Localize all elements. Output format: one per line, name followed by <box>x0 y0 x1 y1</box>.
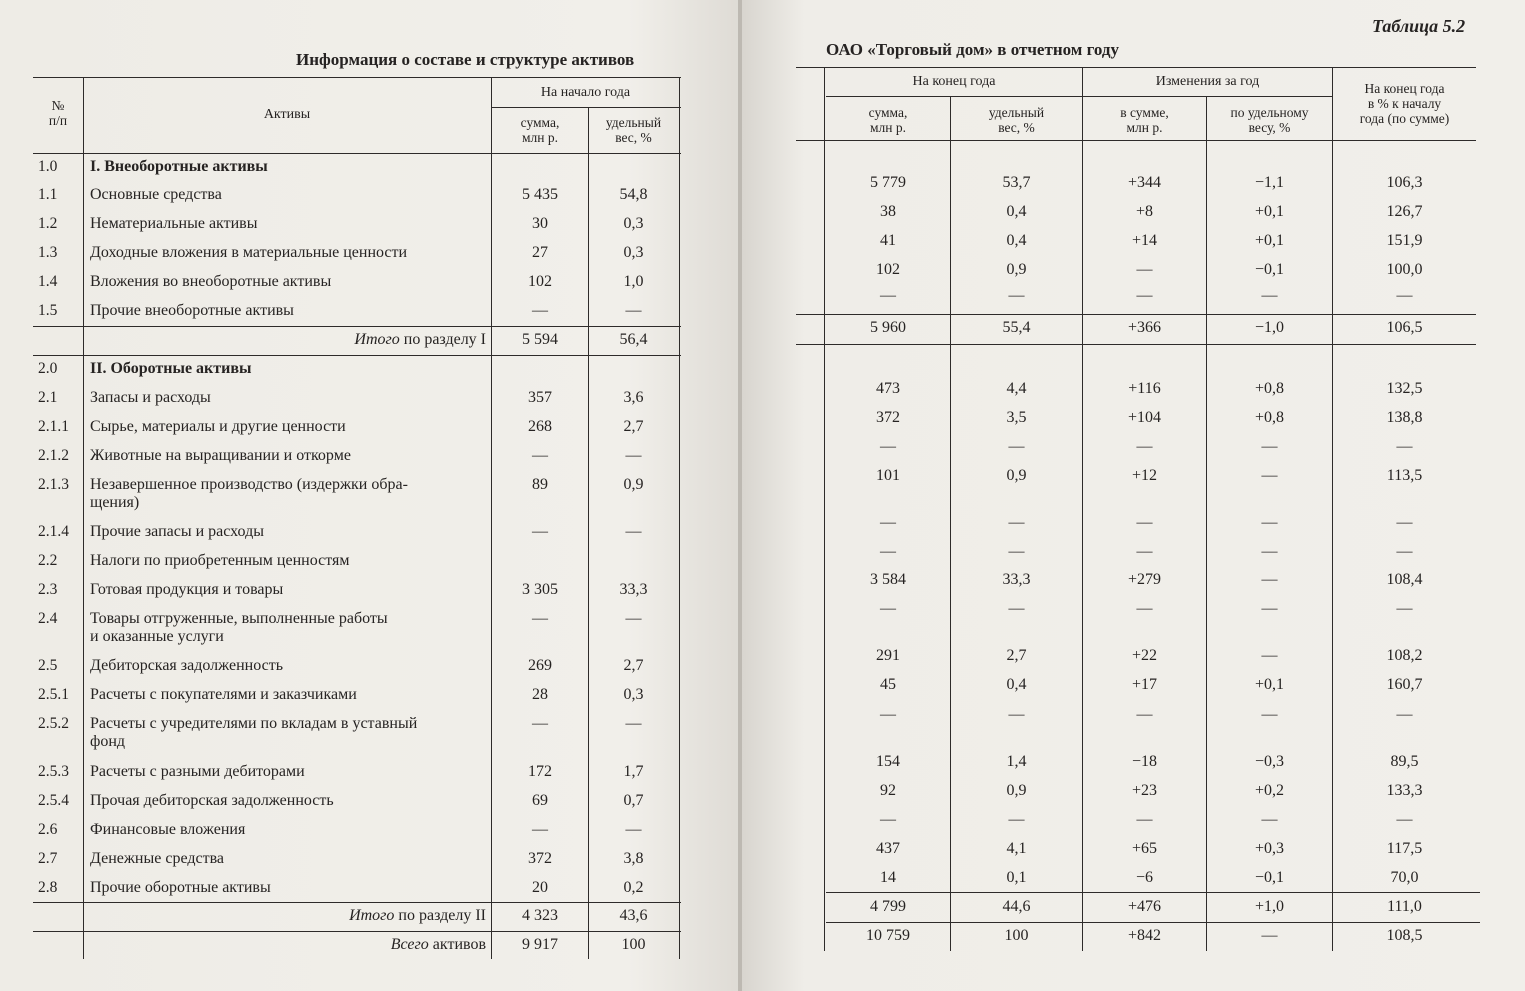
section-heading: II. Оборотные активы <box>90 360 252 377</box>
cell-ch-share: — <box>1261 571 1278 588</box>
cell-pct: 89,5 <box>1390 753 1419 770</box>
cell-ch-share: +0,1 <box>1254 676 1285 693</box>
cell-pct: 108,5 <box>1386 927 1423 944</box>
vrule-start-share <box>679 77 680 959</box>
cell-ch-sum: +14 <box>1131 232 1158 249</box>
cell-ch-sum: +22 <box>1131 647 1158 664</box>
row-num: 2.1.1 <box>38 418 69 435</box>
cell-ch-sum: — <box>1136 811 1153 828</box>
cell-start-sum: 5 594 <box>522 331 558 348</box>
cell-end-share: 0,9 <box>1006 467 1027 484</box>
cell-start-share: 43,6 <box>619 907 648 924</box>
rule-total2-top-left <box>33 902 681 903</box>
cell-end-share: — <box>1008 543 1025 560</box>
asset-name: Дебиторская задолженность <box>90 657 283 674</box>
cell-start-sum: — <box>532 447 548 464</box>
cell-pct: 117,5 <box>1386 840 1423 857</box>
total-label-main: Итого <box>354 331 400 348</box>
row-num: 2.5.1 <box>38 686 69 703</box>
asset-name: Товары отгруженные, выполненные работы и оказанные услуги <box>90 610 388 645</box>
asset-name: Прочие оборотные активы <box>90 879 271 896</box>
cell-ch-sum: — <box>1136 706 1153 723</box>
cell-ch-sum: −18 <box>1131 753 1158 770</box>
cell-start-sum: 269 <box>528 657 552 674</box>
cell-end-share: — <box>1008 438 1025 455</box>
cell-ch-share: — <box>1261 647 1278 664</box>
cell-ch-sum: +23 <box>1131 782 1158 799</box>
asset-name: Финансовые вложения <box>90 821 246 838</box>
cell-start-share: 56,4 <box>619 331 648 348</box>
row-num: 2.5.3 <box>38 763 69 780</box>
cell-end-share: — <box>1008 600 1025 617</box>
header-start-group: На начало года <box>540 85 631 100</box>
cell-start-share: — <box>625 715 642 732</box>
cell-start-share: — <box>625 821 642 838</box>
cell-start-share: 2,7 <box>623 418 644 435</box>
asset-name: Нематериальные активы <box>90 215 258 232</box>
row-num: 1.1 <box>38 186 58 203</box>
cell-end-share: — <box>1008 514 1025 531</box>
cell-ch-sum: — <box>1136 514 1153 531</box>
header-end-sum: сумма, млн р. <box>868 105 908 135</box>
rule-subhead-left <box>492 107 681 108</box>
cell-pct: 106,3 <box>1386 174 1423 191</box>
cell-ch-share: −0,1 <box>1254 261 1285 278</box>
cell-pct: 126,7 <box>1386 203 1423 220</box>
cell-end-sum: — <box>880 706 896 723</box>
cell-end-share: 55,4 <box>1002 319 1031 336</box>
vrule-num <box>83 77 84 959</box>
cell-start-sum: 9 917 <box>522 936 558 953</box>
cell-ch-share: — <box>1261 514 1278 531</box>
header-change-share: по удельному весу, % <box>1230 105 1309 135</box>
cell-end-sum: 5 779 <box>870 174 906 191</box>
cell-end-sum: 10 759 <box>866 927 910 944</box>
cell-end-sum: — <box>880 543 896 560</box>
cell-ch-sum: +8 <box>1135 203 1154 220</box>
cell-end-share: — <box>1008 811 1025 828</box>
total-label <box>200 936 486 954</box>
row-num: 2.3 <box>38 581 58 598</box>
cell-start-sum: — <box>532 821 548 838</box>
asset-name: Прочие внеоборотные активы <box>90 302 294 319</box>
cell-end-sum: 101 <box>876 467 900 484</box>
cell-start-sum: 27 <box>532 244 548 261</box>
header-num: № п/п <box>48 98 68 128</box>
cell-pct: 132,5 <box>1386 380 1423 397</box>
cell-end-share: 0,4 <box>1006 203 1027 220</box>
cell-ch-sum: +279 <box>1127 571 1162 588</box>
cell-start-share: — <box>625 523 642 540</box>
cell-ch-share: — <box>1261 706 1278 723</box>
cell-end-share: 1,4 <box>1006 753 1027 770</box>
cell-ch-share: +0,2 <box>1254 782 1285 799</box>
rule-total2-bottom-right <box>826 922 1480 923</box>
cell-end-sum: — <box>880 438 896 455</box>
cell-pct: — <box>1396 514 1413 531</box>
total-label-main: Всего <box>390 936 429 953</box>
cell-start-share: 0,2 <box>623 879 644 896</box>
cell-ch-sum: +842 <box>1127 927 1162 944</box>
asset-name: Расчеты с разными дебиторами <box>90 763 305 780</box>
header-start-sum: сумма, млн р. <box>520 115 560 145</box>
row-num: 2.2 <box>38 552 58 569</box>
row-num: 2.8 <box>38 879 58 896</box>
cell-start-share: 0,7 <box>623 792 644 809</box>
cell-end-sum: — <box>880 287 896 304</box>
cell-pct: — <box>1396 600 1413 617</box>
row-num: 1.2 <box>38 215 58 232</box>
rule-head-bottom-right <box>796 140 1476 141</box>
total-label-suffix: по разделу I <box>399 331 486 348</box>
cell-ch-sum: — <box>1136 261 1153 278</box>
cell-start-share: 0,3 <box>623 215 644 232</box>
cell-ch-sum: +366 <box>1127 319 1162 336</box>
asset-name: Незавершенное производство (издержки обра- щения) <box>90 476 408 511</box>
cell-pct: — <box>1396 706 1413 723</box>
cell-ch-share: — <box>1261 467 1278 484</box>
cell-ch-share: +0,8 <box>1254 409 1285 426</box>
cell-ch-sum: +116 <box>1128 380 1161 397</box>
cell-start-share: 0,3 <box>623 686 644 703</box>
cell-start-share: 3,6 <box>623 389 644 406</box>
cell-end-share: 100 <box>1004 927 1029 944</box>
cell-end-share: 0,9 <box>1006 261 1027 278</box>
asset-name: Прочие запасы и расходы <box>90 523 264 540</box>
rule-total2-bottom-left <box>33 931 681 932</box>
cell-end-share: 0,1 <box>1006 869 1027 886</box>
cell-start-share: — <box>625 610 642 627</box>
rule-total1-bottom-left <box>33 355 681 356</box>
cell-start-sum: — <box>532 302 548 319</box>
cell-start-sum: 30 <box>532 215 548 232</box>
cell-pct: 106,5 <box>1386 319 1423 336</box>
row-num: 1.5 <box>38 302 58 319</box>
cell-end-sum: 4 799 <box>870 898 906 915</box>
asset-name: Основные средства <box>90 186 222 203</box>
header-start-share: удельный вес, % <box>605 115 662 145</box>
section-heading: I. Внеоборотные активы <box>90 158 268 175</box>
cell-ch-sum: −6 <box>1135 869 1154 886</box>
cell-end-share: — <box>1008 706 1025 723</box>
row-num: 2.7 <box>38 850 58 867</box>
cell-end-sum: 14 <box>880 869 896 886</box>
asset-name: Расчеты с учредителями по вкладам в уставный фонд <box>90 715 418 750</box>
row-num: 1.3 <box>38 244 58 261</box>
cell-ch-sum: +344 <box>1127 174 1162 191</box>
cell-end-sum: — <box>880 514 896 531</box>
cell-start-sum: 5 435 <box>522 186 558 203</box>
cell-pct: 151,9 <box>1386 232 1423 249</box>
cell-start-sum: 3 305 <box>522 581 558 598</box>
rule-subhead-right <box>826 96 1332 97</box>
cell-start-sum: 89 <box>532 476 548 493</box>
cell-ch-share: +0,1 <box>1254 203 1285 220</box>
asset-name: Запасы и расходы <box>90 389 211 406</box>
cell-start-sum: 172 <box>528 763 552 780</box>
cell-pct: 108,2 <box>1386 647 1423 664</box>
cell-end-share: 3,5 <box>1006 409 1027 426</box>
cell-ch-share: — <box>1261 927 1278 944</box>
title-right: ОАО «Торговый дом» в отчетном году <box>826 40 1120 59</box>
asset-name: Готовая продукция и товары <box>90 581 284 598</box>
cell-start-sum: 4 323 <box>522 907 558 924</box>
cell-start-share: 3,8 <box>623 850 644 867</box>
cell-ch-share: — <box>1261 438 1278 455</box>
cell-end-share: 2,7 <box>1006 647 1027 664</box>
cell-ch-sum: — <box>1136 438 1153 455</box>
cell-end-share: 44,6 <box>1002 898 1031 915</box>
row-num: 2.1.2 <box>38 447 69 464</box>
row-num: 2.5.4 <box>38 792 69 809</box>
cell-pct: 160,7 <box>1386 676 1423 693</box>
cell-pct: 113,5 <box>1386 467 1423 484</box>
total-label-main: Итого <box>349 907 395 924</box>
cell-start-share: 1,7 <box>623 763 644 780</box>
cell-start-sum: — <box>532 523 548 540</box>
cell-pct: — <box>1396 438 1413 455</box>
cell-end-share: 33,3 <box>1002 571 1031 588</box>
cell-end-sum: 3 584 <box>870 571 906 588</box>
asset-name: Расчеты с покупателями и заказчиками <box>90 686 357 703</box>
cell-end-share: 4,4 <box>1006 380 1027 397</box>
row-num: 2.4 <box>38 610 58 627</box>
table-caption: Таблица 5.2 <box>1372 16 1466 36</box>
cell-start-sum: 69 <box>532 792 548 809</box>
total-label <box>200 907 486 925</box>
cell-pct: 138,8 <box>1386 409 1423 426</box>
cell-pct: 100,0 <box>1386 261 1423 278</box>
cell-end-sum: 41 <box>880 232 896 249</box>
cell-start-share: — <box>625 447 642 464</box>
total-label-suffix: по разделу II <box>394 907 486 924</box>
header-change-sum: в сумме, млн р. <box>1120 105 1169 135</box>
cell-end-sum: 291 <box>876 647 900 664</box>
row-num: 2.6 <box>38 821 58 838</box>
cell-start-sum: 268 <box>528 418 552 435</box>
cell-start-sum: — <box>532 715 548 732</box>
cell-ch-sum: — <box>1136 600 1153 617</box>
cell-end-share: 0,4 <box>1006 232 1027 249</box>
cell-ch-share: +0,8 <box>1254 380 1285 397</box>
cell-ch-share: +0,1 <box>1254 232 1285 249</box>
cell-end-sum: 372 <box>876 409 900 426</box>
row-num: 2.5 <box>38 657 58 674</box>
cell-end-sum: 154 <box>876 753 900 770</box>
cell-pct: — <box>1396 811 1413 828</box>
cell-pct: 111,0 <box>1387 898 1422 915</box>
cell-start-share: 54,8 <box>619 186 648 203</box>
header-end-group: На конец года <box>912 74 996 89</box>
row-num: 1.0 <box>38 158 58 175</box>
cell-end-sum: 45 <box>880 676 896 693</box>
rule-top-left <box>33 77 681 78</box>
cell-start-sum: 357 <box>528 389 552 406</box>
cell-ch-sum: +65 <box>1131 840 1158 857</box>
cell-start-share: 0,3 <box>623 244 644 261</box>
cell-end-sum: 38 <box>880 203 896 220</box>
rule-total1-bottom-right <box>796 344 1476 345</box>
cell-ch-sum: +476 <box>1127 898 1162 915</box>
cell-start-sum: 28 <box>532 686 548 703</box>
row-num: 2.0 <box>38 360 58 377</box>
cell-ch-sum: +12 <box>1131 467 1158 484</box>
cell-ch-share: — <box>1261 811 1278 828</box>
cell-end-sum: — <box>880 811 896 828</box>
header-pct: На конец года в % к началу года (по сумме) <box>1359 81 1450 126</box>
cell-ch-share: −1,0 <box>1254 319 1285 336</box>
cell-ch-sum: — <box>1136 543 1153 560</box>
rule-total1-top-left <box>33 326 681 327</box>
cell-end-sum: — <box>880 600 896 617</box>
cell-pct: 133,3 <box>1386 782 1423 799</box>
cell-pct: 70,0 <box>1390 869 1419 886</box>
cell-end-share: 4,1 <box>1006 840 1027 857</box>
asset-name: Животные на выращивании и откорме <box>90 447 351 464</box>
cell-ch-share: — <box>1261 543 1278 560</box>
asset-name: Денежные средства <box>90 850 225 867</box>
cell-ch-share: −0,3 <box>1254 753 1285 770</box>
asset-name: Доходные вложения в материальные ценности <box>90 244 408 261</box>
vrule-right-edge <box>824 67 825 951</box>
cell-start-share: 100 <box>621 936 646 953</box>
cell-end-share: 0,9 <box>1006 782 1027 799</box>
cell-pct: — <box>1396 543 1413 560</box>
cell-pct: — <box>1396 287 1413 304</box>
cell-end-sum: 92 <box>880 782 896 799</box>
cell-ch-share: +0,3 <box>1254 840 1285 857</box>
cell-start-share: 33,3 <box>619 581 648 598</box>
total-label-suffix: активов <box>428 936 486 953</box>
cell-ch-share: −1,1 <box>1254 174 1285 191</box>
row-num: 2.1.3 <box>38 476 69 493</box>
rule-head-bottom-left <box>33 153 681 154</box>
rule-total2-top-right <box>826 892 1480 893</box>
cell-pct: 108,4 <box>1386 571 1423 588</box>
cell-end-share: 53,7 <box>1002 174 1031 191</box>
header-assets: Активы <box>263 107 311 122</box>
cell-ch-sum: +104 <box>1127 409 1162 426</box>
cell-end-sum: 5 960 <box>870 319 906 336</box>
header-end-share: удельный вес, % <box>988 105 1045 135</box>
cell-start-share: 1,0 <box>623 273 644 290</box>
cell-end-share: 0,4 <box>1006 676 1027 693</box>
cell-ch-share: — <box>1261 600 1278 617</box>
cell-ch-share: −0,1 <box>1254 869 1285 886</box>
cell-ch-share: +1,0 <box>1254 898 1285 915</box>
asset-name: Налоги по приобретенным ценностям <box>90 552 350 569</box>
row-num: 2.1.4 <box>38 523 69 540</box>
total-label <box>200 331 486 349</box>
cell-start-share: 0,9 <box>623 476 644 493</box>
cell-ch-share: — <box>1261 287 1278 304</box>
cell-end-sum: 437 <box>876 840 900 857</box>
cell-end-share: — <box>1008 287 1025 304</box>
cell-ch-sum: +17 <box>1131 676 1158 693</box>
cell-start-sum: 102 <box>528 273 552 290</box>
cell-start-sum: 372 <box>528 850 552 867</box>
header-change-group: Изменения за год <box>1155 74 1260 89</box>
asset-name: Сырье, материалы и другие ценности <box>90 418 346 435</box>
cell-start-sum: 20 <box>532 879 548 896</box>
row-num: 2.1 <box>38 389 58 406</box>
cell-start-share: 2,7 <box>623 657 644 674</box>
title-left: Информация о составе и структуре активов <box>296 50 635 69</box>
row-num: 2.5.2 <box>38 715 69 732</box>
rule-total1-top-right <box>796 314 1476 315</box>
asset-name: Прочая дебиторская задолженность <box>90 792 334 809</box>
cell-start-sum: — <box>532 610 548 627</box>
rule-top-right <box>796 67 1476 68</box>
row-num: 1.4 <box>38 273 58 290</box>
cell-start-share: — <box>625 302 642 319</box>
cell-end-sum: 473 <box>876 380 900 397</box>
cell-end-sum: 102 <box>876 261 900 278</box>
asset-name: Вложения во внеоборотные активы <box>90 273 332 290</box>
cell-ch-sum: — <box>1136 287 1153 304</box>
